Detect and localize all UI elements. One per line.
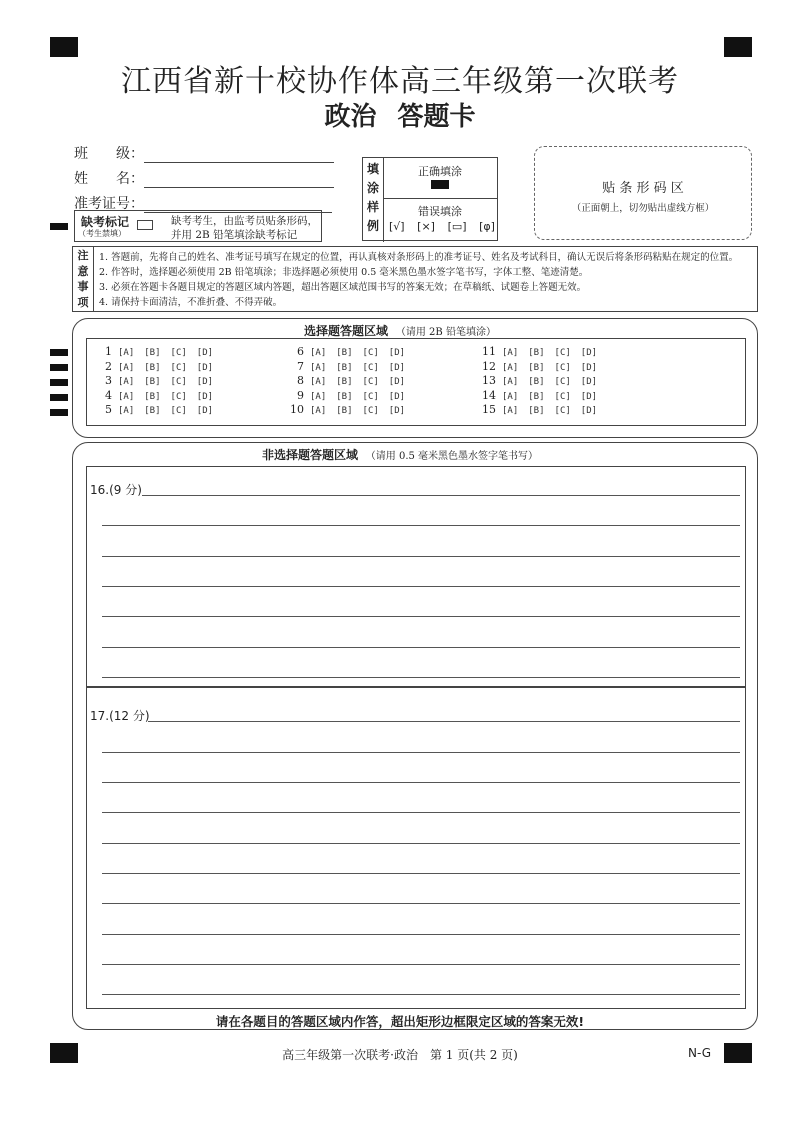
option-bubble[interactable]: [B] xyxy=(528,348,545,358)
fill-example-side: 填 涂 样 例 xyxy=(363,158,384,242)
answer-line xyxy=(102,873,740,874)
answer-line xyxy=(102,934,740,935)
timing-mark xyxy=(50,379,68,386)
answer-line xyxy=(142,495,740,496)
wrong-fill-samples xyxy=(389,220,495,233)
choice-question-row xyxy=(288,389,415,402)
option-bubble[interactable]: [B] xyxy=(528,377,545,388)
absent-checkbox[interactable] xyxy=(137,220,153,230)
correct-fill-sample xyxy=(431,180,449,189)
choice-question-row xyxy=(480,374,607,387)
nonchoice-section-header xyxy=(0,446,800,463)
timing-mark xyxy=(50,364,68,371)
answer-line xyxy=(102,782,740,783)
alignment-mark-top-right xyxy=(724,37,752,57)
option-bubble[interactable]: [C] xyxy=(554,377,571,388)
choice-question-row xyxy=(288,360,415,373)
option-bubble[interactable]: [A] xyxy=(118,406,135,417)
option-bubble[interactable]: [D] xyxy=(196,377,214,388)
option-bubble[interactable]: [C] xyxy=(362,377,379,388)
choice-question-row xyxy=(96,403,223,416)
class-field[interactable] xyxy=(144,148,334,163)
class-row xyxy=(74,143,334,163)
option-bubble[interactable]: [D] xyxy=(580,391,598,402)
option-bubble[interactable]: [C] xyxy=(170,362,187,373)
note-item: 4. 请保持卡面清洁，不准折叠、不得弄破。 xyxy=(99,297,283,308)
question-number: 9 xyxy=(297,388,304,402)
choice-section-header xyxy=(0,322,800,339)
answer-line xyxy=(102,903,740,904)
option-bubble[interactable]: [A] xyxy=(118,348,135,358)
question-number: 11 xyxy=(482,345,496,358)
wrong-mark-cross: [×] xyxy=(417,220,435,233)
option-bubble[interactable]: [B] xyxy=(528,406,545,417)
option-bubble[interactable]: [A] xyxy=(118,362,135,373)
answer-line xyxy=(102,556,740,557)
barcode-sub: （正面朝上，切勿贴出虚线方框） xyxy=(571,203,715,214)
notes-side: 注 意 事 项 xyxy=(73,247,94,312)
option-bubble[interactable]: [B] xyxy=(528,362,545,373)
ticket-label: 准考证号： xyxy=(74,196,144,212)
option-bubble[interactable]: [D] xyxy=(388,348,406,358)
question-number: 8 xyxy=(297,374,304,388)
option-bubble[interactable]: [C] xyxy=(554,362,571,373)
option-bubble[interactable]: [C] xyxy=(362,362,379,373)
choice-question-row xyxy=(288,345,415,358)
choice-question-row xyxy=(480,345,607,358)
option-bubble[interactable]: [B] xyxy=(336,362,353,373)
class-label: 班 级： xyxy=(74,146,144,162)
option-bubble[interactable]: [D] xyxy=(196,406,214,417)
option-bubble[interactable]: [B] xyxy=(336,391,353,402)
absent-mark-box xyxy=(74,210,322,242)
question-number: 14 xyxy=(482,388,496,402)
option-bubble[interactable]: [D] xyxy=(580,362,598,373)
nonchoice-section-title: 非选择题答题区域 xyxy=(261,448,358,462)
answer-box-q16[interactable] xyxy=(86,466,746,688)
page-info: 高三年级第一次联考·政治 第 1 页(共 2 页) xyxy=(282,1048,518,1062)
divider xyxy=(383,198,497,199)
choice-question-row xyxy=(96,360,223,373)
answer-box-q17[interactable] xyxy=(86,686,746,1009)
q17-label: 17.(12 分) xyxy=(90,709,150,723)
correct-fill-label: 正确填涂 xyxy=(418,165,462,178)
option-bubble[interactable]: [B] xyxy=(336,406,353,417)
name-label: 姓 名： xyxy=(74,171,144,187)
exam-title: 江西省新十校协作体高三年级第一次联考 xyxy=(121,64,679,99)
answer-line xyxy=(102,525,740,526)
question-number: 4 xyxy=(105,388,112,402)
option-bubble[interactable]: [D] xyxy=(196,391,214,402)
choice-question-row xyxy=(288,403,415,416)
wrong-mark-box: [▭] xyxy=(447,220,467,233)
note-item: 1. 答题前，先将自己的姓名、准考证号填写在规定的位置，再认真核对条形码上的准考证号、姓名及考试科目，确认无误后将条形码粘贴在规定的位置。 xyxy=(99,252,739,263)
paper-code: N-G xyxy=(688,1046,712,1060)
wrong-mark-phi: [φ] xyxy=(479,220,495,233)
option-bubble[interactable]: [A] xyxy=(502,362,519,373)
option-bubble[interactable]: [D] xyxy=(580,377,598,388)
bottom-warning: 请在各题目的答题区域内作答，超出矩形边框限定区域的答案无效! xyxy=(215,1014,585,1029)
option-bubble[interactable]: [A] xyxy=(502,348,519,358)
option-bubble[interactable]: [D] xyxy=(196,348,214,358)
absent-label: 缺考标记 xyxy=(81,215,130,229)
absent-sub: （考生禁填） xyxy=(78,229,126,238)
question-number: 7 xyxy=(297,359,304,373)
barcode-area[interactable] xyxy=(534,146,752,240)
option-bubble[interactable]: [A] xyxy=(502,391,519,402)
option-bubble[interactable]: [A] xyxy=(118,377,135,388)
choice-question-row xyxy=(480,403,607,416)
timing-mark xyxy=(50,409,68,416)
choice-section-title: 选择题答题区域 xyxy=(304,324,389,338)
option-bubble[interactable]: [C] xyxy=(554,348,571,358)
option-bubble[interactable]: [B] xyxy=(144,391,161,402)
option-bubble[interactable]: [D] xyxy=(196,362,214,373)
card-subtitle xyxy=(0,96,800,133)
option-bubble[interactable]: [A] xyxy=(310,406,327,417)
subject-name: 政治 xyxy=(324,102,377,132)
question-number: 10 xyxy=(290,403,304,417)
question-number: 1 xyxy=(105,345,112,358)
option-bubble[interactable]: [D] xyxy=(580,406,598,417)
option-bubble[interactable]: [C] xyxy=(554,406,571,417)
q16-label: 16.(9 分) xyxy=(90,483,142,497)
option-bubble[interactable]: [C] xyxy=(170,377,187,388)
option-bubble[interactable]: [C] xyxy=(170,391,187,402)
choice-question-row xyxy=(96,345,223,358)
absent-text-1: 缺考考生，由监考员贴条形码， xyxy=(171,215,318,227)
option-bubble[interactable]: [C] xyxy=(362,406,379,417)
option-bubble[interactable]: [D] xyxy=(388,362,406,373)
card-name: 答题卡 xyxy=(397,102,476,132)
answer-line xyxy=(102,586,740,587)
option-bubble[interactable]: [D] xyxy=(388,377,406,388)
answer-line xyxy=(102,647,740,648)
absent-text-2: 并用 2B 铅笔填涂缺考标记 xyxy=(171,229,298,241)
choice-question-row xyxy=(480,389,607,402)
wrong-fill-label: 错误填涂 xyxy=(418,205,462,218)
option-bubble[interactable]: [B] xyxy=(144,406,161,417)
timing-mark xyxy=(50,223,68,230)
choice-section-hint: （请用 2B 铅笔填涂） xyxy=(395,327,496,338)
option-bubble[interactable]: [C] xyxy=(170,348,187,358)
nonchoice-section-hint: （请用 0.5 毫米黑色墨水签字笔书写） xyxy=(365,451,539,462)
option-bubble[interactable]: [D] xyxy=(580,348,598,358)
option-bubble[interactable]: [A] xyxy=(310,362,327,373)
name-field[interactable] xyxy=(144,173,334,188)
question-number: 15 xyxy=(482,403,496,417)
choice-question-row xyxy=(96,389,223,402)
question-number: 2 xyxy=(105,359,112,373)
answer-line xyxy=(102,994,740,995)
question-number: 3 xyxy=(105,374,112,388)
notes-box xyxy=(72,246,758,312)
option-bubble[interactable]: [B] xyxy=(336,348,353,358)
timing-mark xyxy=(50,394,68,401)
answer-line xyxy=(102,677,740,678)
option-bubble[interactable]: [A] xyxy=(310,377,327,388)
choice-question-row xyxy=(96,374,223,387)
answer-line xyxy=(148,721,740,722)
choice-question-row xyxy=(480,360,607,373)
option-bubble[interactable]: [C] xyxy=(554,391,571,402)
option-bubble[interactable]: [B] xyxy=(336,377,353,388)
question-number: 13 xyxy=(482,374,496,388)
option-bubble[interactable]: [D] xyxy=(388,391,406,402)
answer-line xyxy=(102,964,740,965)
note-item: 3. 必须在答题卡各题目规定的答题区域内答题，超出答题区域范围书写的答案无效；在草稿纸、试题卷上答题无效。 xyxy=(99,282,587,293)
answer-line xyxy=(102,843,740,844)
fill-example-box xyxy=(362,157,498,241)
option-bubble[interactable]: [C] xyxy=(362,348,379,358)
option-bubble[interactable]: [A] xyxy=(118,391,135,402)
answer-line xyxy=(102,812,740,813)
option-bubble[interactable]: [A] xyxy=(310,348,327,358)
note-item: 2. 作答时，选择题必须使用 2B 铅笔填涂；非选择题必须使用 0.5 毫米黑色墨水签字笔书写，字体工整、笔迹清楚。 xyxy=(99,267,589,278)
option-bubble[interactable]: [A] xyxy=(310,391,327,402)
option-bubble[interactable]: [B] xyxy=(528,391,545,402)
barcode-title: 贴 条 形 码 区 xyxy=(602,181,684,196)
question-number: 12 xyxy=(482,359,496,373)
option-bubble[interactable]: [A] xyxy=(502,377,519,388)
wrong-mark-check: [√] xyxy=(389,220,405,233)
option-bubble[interactable]: [C] xyxy=(362,391,379,402)
question-number: 6 xyxy=(297,345,304,358)
choice-question-row xyxy=(288,374,415,387)
question-number: 5 xyxy=(105,403,112,417)
timing-mark xyxy=(50,349,68,356)
alignment-mark-top-left xyxy=(50,37,78,57)
option-bubble[interactable]: [D] xyxy=(388,406,406,417)
answer-line xyxy=(102,616,740,617)
answer-line xyxy=(102,752,740,753)
option-bubble[interactable]: [B] xyxy=(144,348,161,358)
option-bubble[interactable]: [C] xyxy=(170,406,187,417)
option-bubble[interactable]: [B] xyxy=(144,377,161,388)
option-bubble[interactable]: [A] xyxy=(502,406,519,417)
option-bubble[interactable]: [B] xyxy=(144,362,161,373)
name-row xyxy=(74,168,334,188)
